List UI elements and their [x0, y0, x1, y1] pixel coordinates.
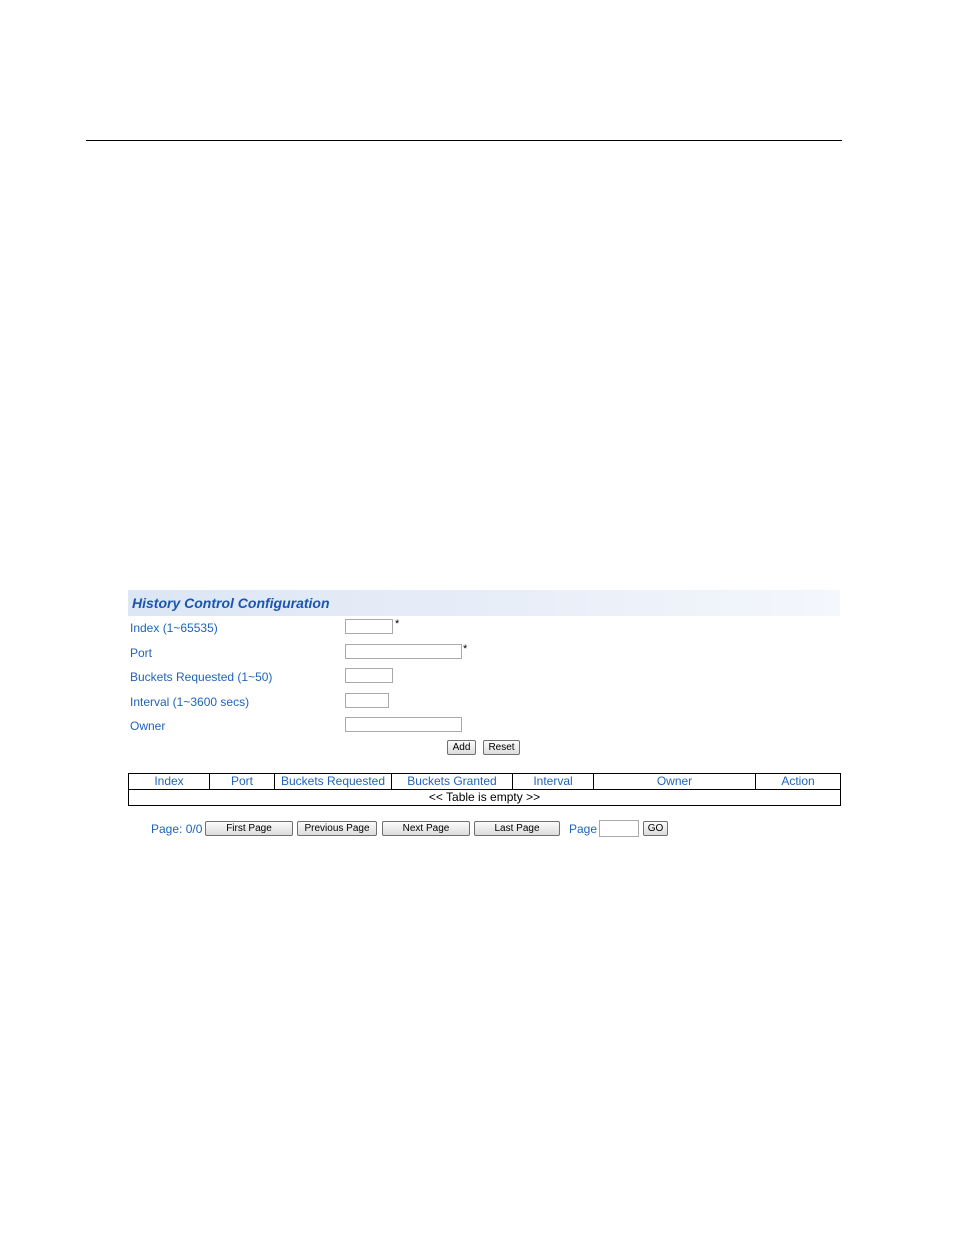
interval-row [128, 690, 840, 715]
index-label: Index (1~65535) [130, 621, 218, 635]
reset-button[interactable]: Reset [483, 740, 520, 755]
next-page-button[interactable]: Next Page [382, 821, 470, 836]
owner-input[interactable] [345, 717, 462, 732]
column-header-port: Port [210, 773, 275, 789]
form-actions [128, 739, 840, 773]
history-table [128, 773, 841, 806]
page-jump-label: Page [569, 821, 598, 836]
first-page-button[interactable]: First Page [205, 821, 293, 836]
interval-input[interactable] [345, 693, 389, 708]
table-header-row [129, 773, 841, 789]
top-divider [86, 140, 842, 141]
column-header-index: Index [129, 773, 210, 789]
previous-page-button[interactable]: Previous Page [297, 821, 377, 836]
column-header-owner: Owner [594, 773, 756, 789]
owner-label: Owner [130, 719, 166, 733]
owner-row [128, 714, 840, 739]
index-row [128, 616, 840, 641]
buckets-requested-label: Buckets Requested (1~50) [130, 670, 273, 684]
go-button[interactable]: GO [643, 821, 668, 836]
page-jump-input[interactable] [599, 820, 639, 837]
index-required-mark: * [395, 618, 400, 630]
column-header-action: Action [756, 773, 841, 789]
page-title: History Control Configuration [132, 595, 330, 611]
add-button[interactable]: Add [447, 740, 476, 755]
buckets-requested-input[interactable] [345, 668, 393, 683]
column-header-buckets-requested: Buckets Requested [275, 773, 392, 789]
port-input[interactable] [345, 644, 462, 659]
interval-label: Interval (1~3600 secs) [130, 694, 250, 709]
history-control-panel [128, 590, 840, 842]
table-empty-message: << Table is empty >> [129, 789, 841, 805]
port-required-mark: * [463, 642, 468, 655]
port-row [128, 641, 840, 666]
table-row [129, 789, 841, 805]
last-page-button[interactable]: Last Page [474, 821, 560, 836]
index-input[interactable] [345, 619, 393, 634]
pagination-bar [128, 820, 840, 842]
port-label: Port [130, 645, 153, 660]
panel-header [128, 590, 840, 616]
column-header-interval: Interval [513, 773, 594, 789]
column-header-buckets-granted: Buckets Granted [392, 773, 513, 789]
buckets-row [128, 665, 840, 690]
page-status: Page: 0/0 [151, 821, 203, 836]
